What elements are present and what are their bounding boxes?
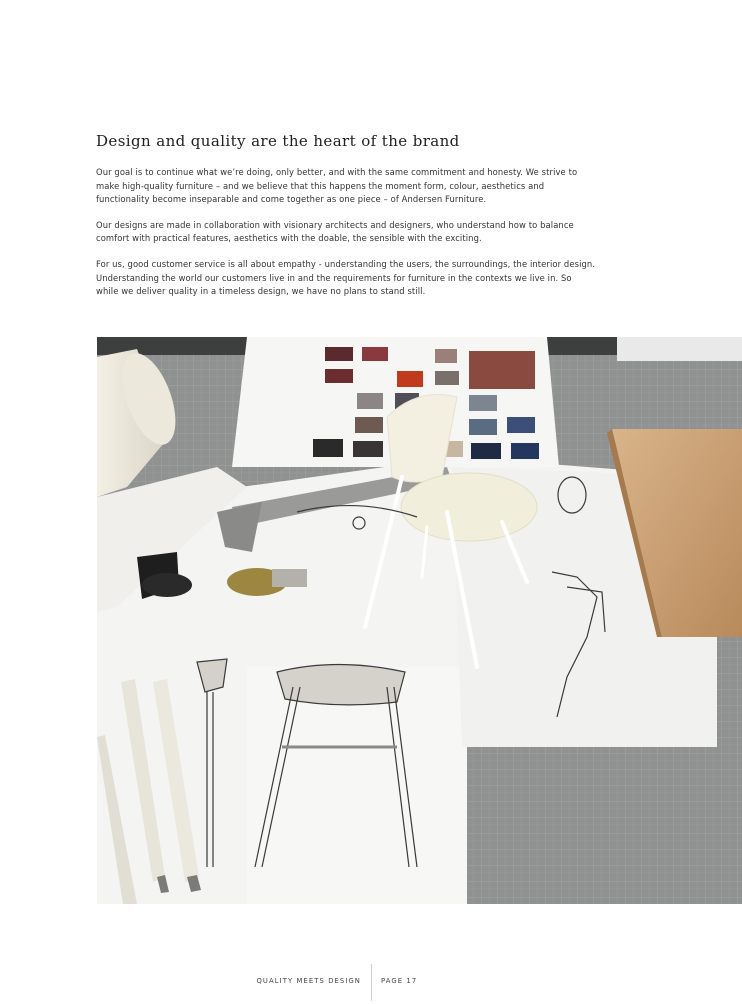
design-sketches-photo (97, 337, 742, 904)
footer-page-number: PAGE 17 (381, 977, 418, 985)
paragraph-customer-service: For us, good customer service is all about empathy - understanding the users, the surroundings, the interior design. Understanding the world our customers live in and the requirements for furniture in the contexts we live in. So while we deliver quality in a timeless design, we have no plans to stand still. (96, 258, 596, 297)
article-body (96, 166, 596, 311)
page-footer (0, 964, 742, 1004)
footer-section-title: QUALITY MEETS DESIGN (256, 977, 361, 985)
paragraph-goal: Our goal is to continue what we’re doing, only better, and with the same commitment and honesty. We strive to make high-quality furniture – and we believe that this happens the moment form, colour, aesthetics and functionality become inseparable and come together as one piece – of Andersen Furniture. (96, 167, 578, 205)
paragraph-collaboration: Our designs are made in collaboration with visionary architects and designers, who understand how to balance comfort with practical features, aesthetics with the doable, the sensible with the exciting. (96, 219, 574, 244)
footer-divider (371, 964, 372, 1001)
page-heading: Design and quality are the heart of the brand (96, 132, 460, 150)
